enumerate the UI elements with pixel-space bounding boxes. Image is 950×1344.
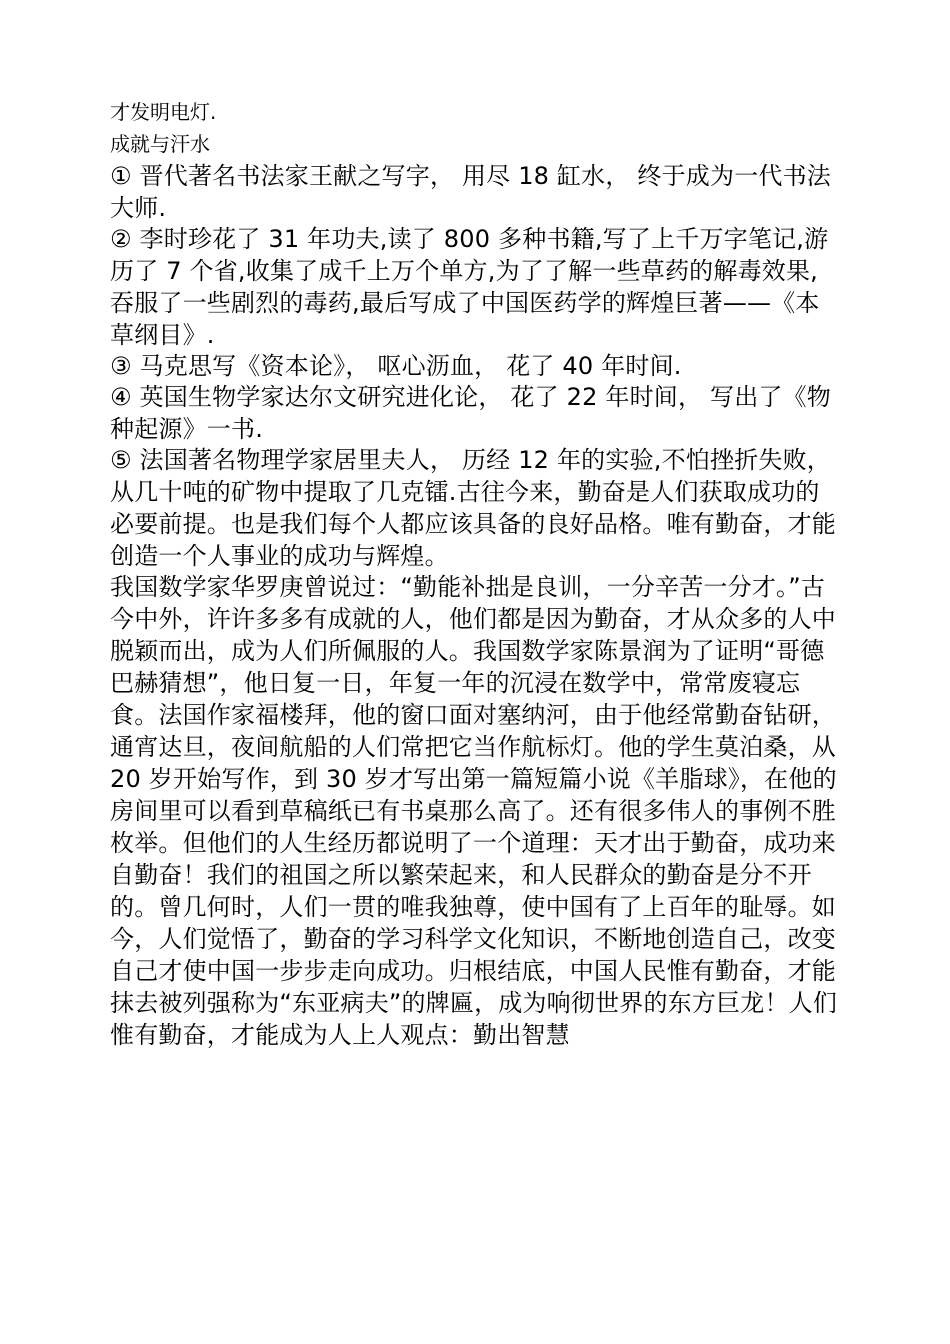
document-body [110, 96, 840, 1050]
list-item-text: 李时珍花了 31 年功夫,读了 800 多种书籍,写了上千万字笔记,游历了 7 个省,收集了成千上万个单方,为了了解一些草药的解毒效果,吞服了一些剧烈的毒药,最后写成了中国医药学的辉煌巨著——《本草纲目》. [110, 225, 829, 349]
list-item [110, 223, 840, 351]
section-heading: 成就与汗水 [110, 132, 210, 156]
closing-paragraph: 我国数学家华罗庚曾说过：“勤能补拙是良训，一分辛苦一分才。”古今中外，许许多多有成就的人，他们都是因为勤奋，才从众多的人中脱颖而出，成为人们所佩服的人。我国数学家陈景润为了证明“哥德巴赫猜想”，他日复一日，年复一年的沉浸在数学中，常常废寝忘食。法国作家福楼拜，他的窗口面对塞纳河，由于他经常勤奋钻研，通宵达旦，夜间航船的人们常把它当作航标灯。他的学生莫泊桑，从 20 岁开始写作，到 30 岁才写出第一篇短篇小说《羊脂球》，在他的房间里可以看到草稿纸已有书桌那么高了。还有很多伟人的事例不胜枚举。但他们的人生经历都说明了一个道理：天才出于勤奋，成功来自勤奋！我们的祖国之所以繁荣起来，和人民群众的勤奋是分不开的。曾几何时，人们一贯的唯我独尊，使中国有了上百年的耻辱。如今，人们觉悟了，勤奋的学习科学文化知识，不断地创造自己，改变自己才使中国一步步走向成功。归根结底，中国人民惟有勤奋，才能抹去被列强称为“东亚病夫”的牌匾，成为响彻世界的东方巨龙！人们惟有勤奋，才能成为人上人观点：勤出智慧 [110, 573, 838, 1049]
circled-number-1: ① [110, 162, 132, 190]
list-item [110, 444, 840, 572]
list-item-text: 法国著名物理学家居里夫人， 历经 12 年的实验,不怕挫折失败， 从几十吨的矿物中提取了几克镭.古往今来，勤奋是人们获取成功的必要前提。也是我们每个人都应该具备的良好品格。唯有勤奋，才能创造一个人事业的成功与辉煌。 [110, 446, 836, 570]
list-item-text: 英国生物学家达尔文研究进化论， 花了 22 年时间， 写出了《物种起源》一书. [110, 383, 832, 443]
list-item-text: 马克思写《资本论》， 呕心沥血， 花了 40 年时间. [131, 352, 682, 380]
list-item [110, 350, 840, 382]
circled-number-5: ⑤ [110, 446, 132, 474]
circled-number-4: ④ [110, 383, 132, 411]
list-item-text: 晋代著名书法家王献之写字， 用尽 18 缸水， 终于成为一代书法大师. [110, 162, 832, 222]
list-item [110, 381, 840, 445]
circled-number-2: ② [110, 225, 132, 253]
circled-number-3: ③ [110, 352, 132, 380]
continued-line: 才发明电灯. [110, 100, 217, 124]
list-item [110, 160, 840, 224]
